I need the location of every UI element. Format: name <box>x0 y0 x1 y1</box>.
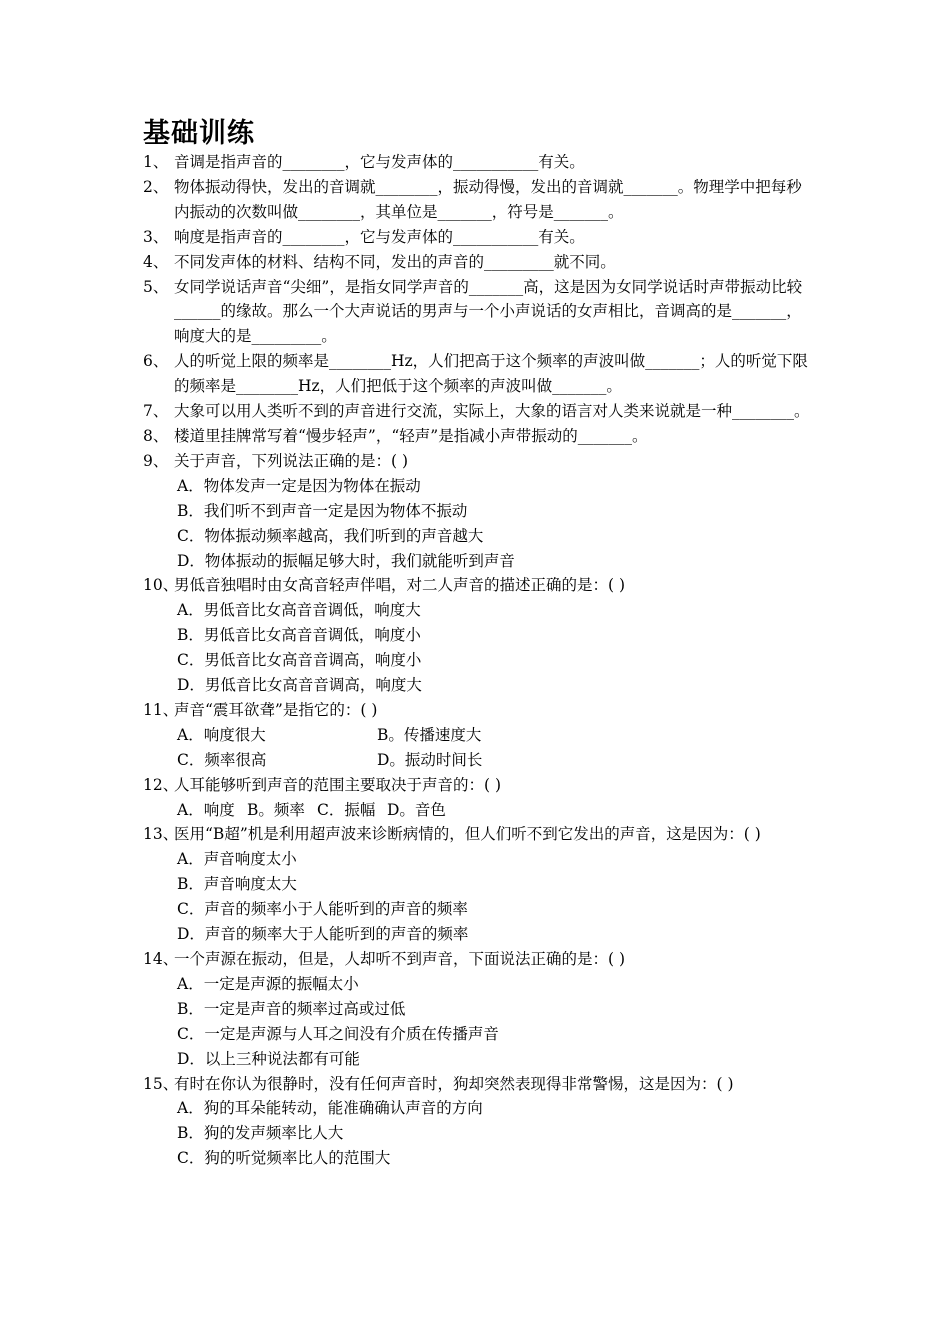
question-9 <box>143 449 813 474</box>
option-b: B。频率 <box>247 800 305 819</box>
question-text: 物体振动得快，发出的音调就________，振动得慢，发出的音调就_______。物理学中把每秒内振动的次数叫做________，其单位是_______，符号是_______。 <box>174 177 802 221</box>
question-text: 大象可以用人类听不到的声音进行交流，实际上，大象的语言对人类来说就是一种________。 <box>174 402 810 421</box>
question-number: 4、 <box>143 252 169 271</box>
question-1 <box>143 150 813 175</box>
question-number: 15、 <box>143 1074 179 1093</box>
option-row <box>143 723 813 748</box>
option-a: A．物体发声一定是因为物体在振动 <box>177 476 421 495</box>
option-c: C．一定是声源与人耳之间没有介质在传播声音 <box>177 1024 499 1043</box>
question-text: 有时在你认为很静时，没有任何声音时，狗却突然表现得非常警惕，这是因为：( ) <box>174 1074 734 1093</box>
question-8 <box>143 424 813 449</box>
question-2 <box>143 175 813 225</box>
option-a: A．声音响度太小 <box>177 850 297 869</box>
question-text: 音调是指声音的________，它与发声体的___________有关。 <box>174 153 585 171</box>
option-d: D。振动时间长 <box>377 750 483 769</box>
option-b: B．声音响度太大 <box>177 875 297 894</box>
option-b: B．男低音比女高音音调低，响度小 <box>177 626 421 645</box>
option-a: A．一定是声源的振幅太小 <box>177 974 359 993</box>
question-text: 声音“震耳欲聋”是指它的：( ) <box>174 700 378 719</box>
option-d: D．声音的频率大于人能听到的声音的频率 <box>177 925 469 944</box>
option-c: C．振幅 <box>317 800 376 819</box>
option-c: C．声音的频率小于人能听到的声音的频率 <box>177 900 468 919</box>
question-3 <box>143 225 813 250</box>
question-text: 响度是指声音的________，它与发声体的___________有关。 <box>174 227 585 246</box>
question-text: 楼道里挂牌常写着“慢步轻声”，“轻声”是指减小声带振动的_______。 <box>174 426 648 445</box>
question-text: 人的听觉上限的频率是________Hz，人们把高于这个频率的声波叫做_______；人的听觉下限的频率是________Hz，人们把低于这个频率的声波叫做_______。 <box>174 352 808 396</box>
question-14 <box>143 947 813 972</box>
question-number: 2、 <box>143 177 169 196</box>
question-7 <box>143 399 813 424</box>
question-number: 7、 <box>143 402 169 421</box>
question-13 <box>143 822 813 847</box>
option-c: C．男低音比女高音音调高，响度小 <box>177 651 422 670</box>
question-6 <box>143 349 813 399</box>
question-number: 13、 <box>143 825 179 844</box>
option-a: A．狗的耳朵能转动，能准确确认声音的方向 <box>177 1099 483 1118</box>
option-c: C．狗的听觉频率比人的范围大 <box>177 1149 391 1168</box>
question-text: 关于声音，下列说法正确的是：( ) <box>174 451 409 470</box>
question-number: 6、 <box>143 352 169 371</box>
option-a: A．响度很大 <box>177 725 266 744</box>
option-b: B．一定是声音的频率过高或过低 <box>177 999 406 1018</box>
question-list <box>143 150 813 1171</box>
option-row <box>143 748 813 773</box>
question-text: 女同学说话声音“尖细”，是指女同学声音的_______高，这是因为女同学说话时声带振动比较______的缘故。那么一个大声说话的男声与一个小声说话的女声相比，音调高的是_______，响度大的是_________。 <box>174 277 803 346</box>
option-a: A．男低音比女高音音调低，响度大 <box>177 601 421 620</box>
question-12 <box>143 773 813 798</box>
question-10 <box>143 573 813 598</box>
question-number: 10、 <box>143 576 179 595</box>
question-number: 14、 <box>143 950 179 968</box>
question-11 <box>143 698 813 723</box>
question-5 <box>143 275 813 350</box>
option-b: B．我们听不到声音一定是因为物体不振动 <box>177 501 468 520</box>
option-d: D．以上三种说法都有可能 <box>177 1049 360 1068</box>
option-d: D．物体振动的振幅足够大时，我们就能听到声音 <box>177 551 515 570</box>
option-a: A．响度 <box>177 800 235 819</box>
question-text: 不同发声体的材料、结构不同，发出的声音的_________就不同。 <box>174 252 616 271</box>
question-15 <box>143 1072 813 1097</box>
option-c: C．频率很高 <box>177 750 267 769</box>
question-number: 5、 <box>143 277 169 296</box>
question-number: 1、 <box>143 153 169 171</box>
page-title: 基础训练 <box>143 118 255 149</box>
question-number: 8、 <box>143 426 169 445</box>
question-text: 医用“B超”机是利用超声波来诊断病情的，但人们听不到它发出的声音，这是因为：( ) <box>174 825 761 844</box>
option-d: D．男低音比女高音音调高，响度大 <box>177 676 422 695</box>
question-number: 12、 <box>143 775 179 794</box>
question-text: 男低音独唱时由女高音轻声伴唱，对二人声音的描述正确的是：( ) <box>174 576 626 595</box>
option-b: B．狗的发声频率比人大 <box>177 1124 344 1143</box>
option-b: B。传播速度大 <box>377 725 482 744</box>
question-text: 人耳能够听到声音的范围主要取决于声音的：( ) <box>174 775 502 794</box>
option-c: C．物体振动频率越高，我们听到的声音越大 <box>177 526 484 545</box>
question-text: 一个声源在振动，但是，人却听不到声音，下面说法正确的是：( ) <box>174 950 626 968</box>
option-row <box>143 798 813 823</box>
question-4 <box>143 250 813 275</box>
question-number: 9、 <box>143 451 169 470</box>
question-number: 3、 <box>143 227 169 246</box>
question-number: 11、 <box>143 700 179 719</box>
option-d: D。音色 <box>387 800 446 819</box>
